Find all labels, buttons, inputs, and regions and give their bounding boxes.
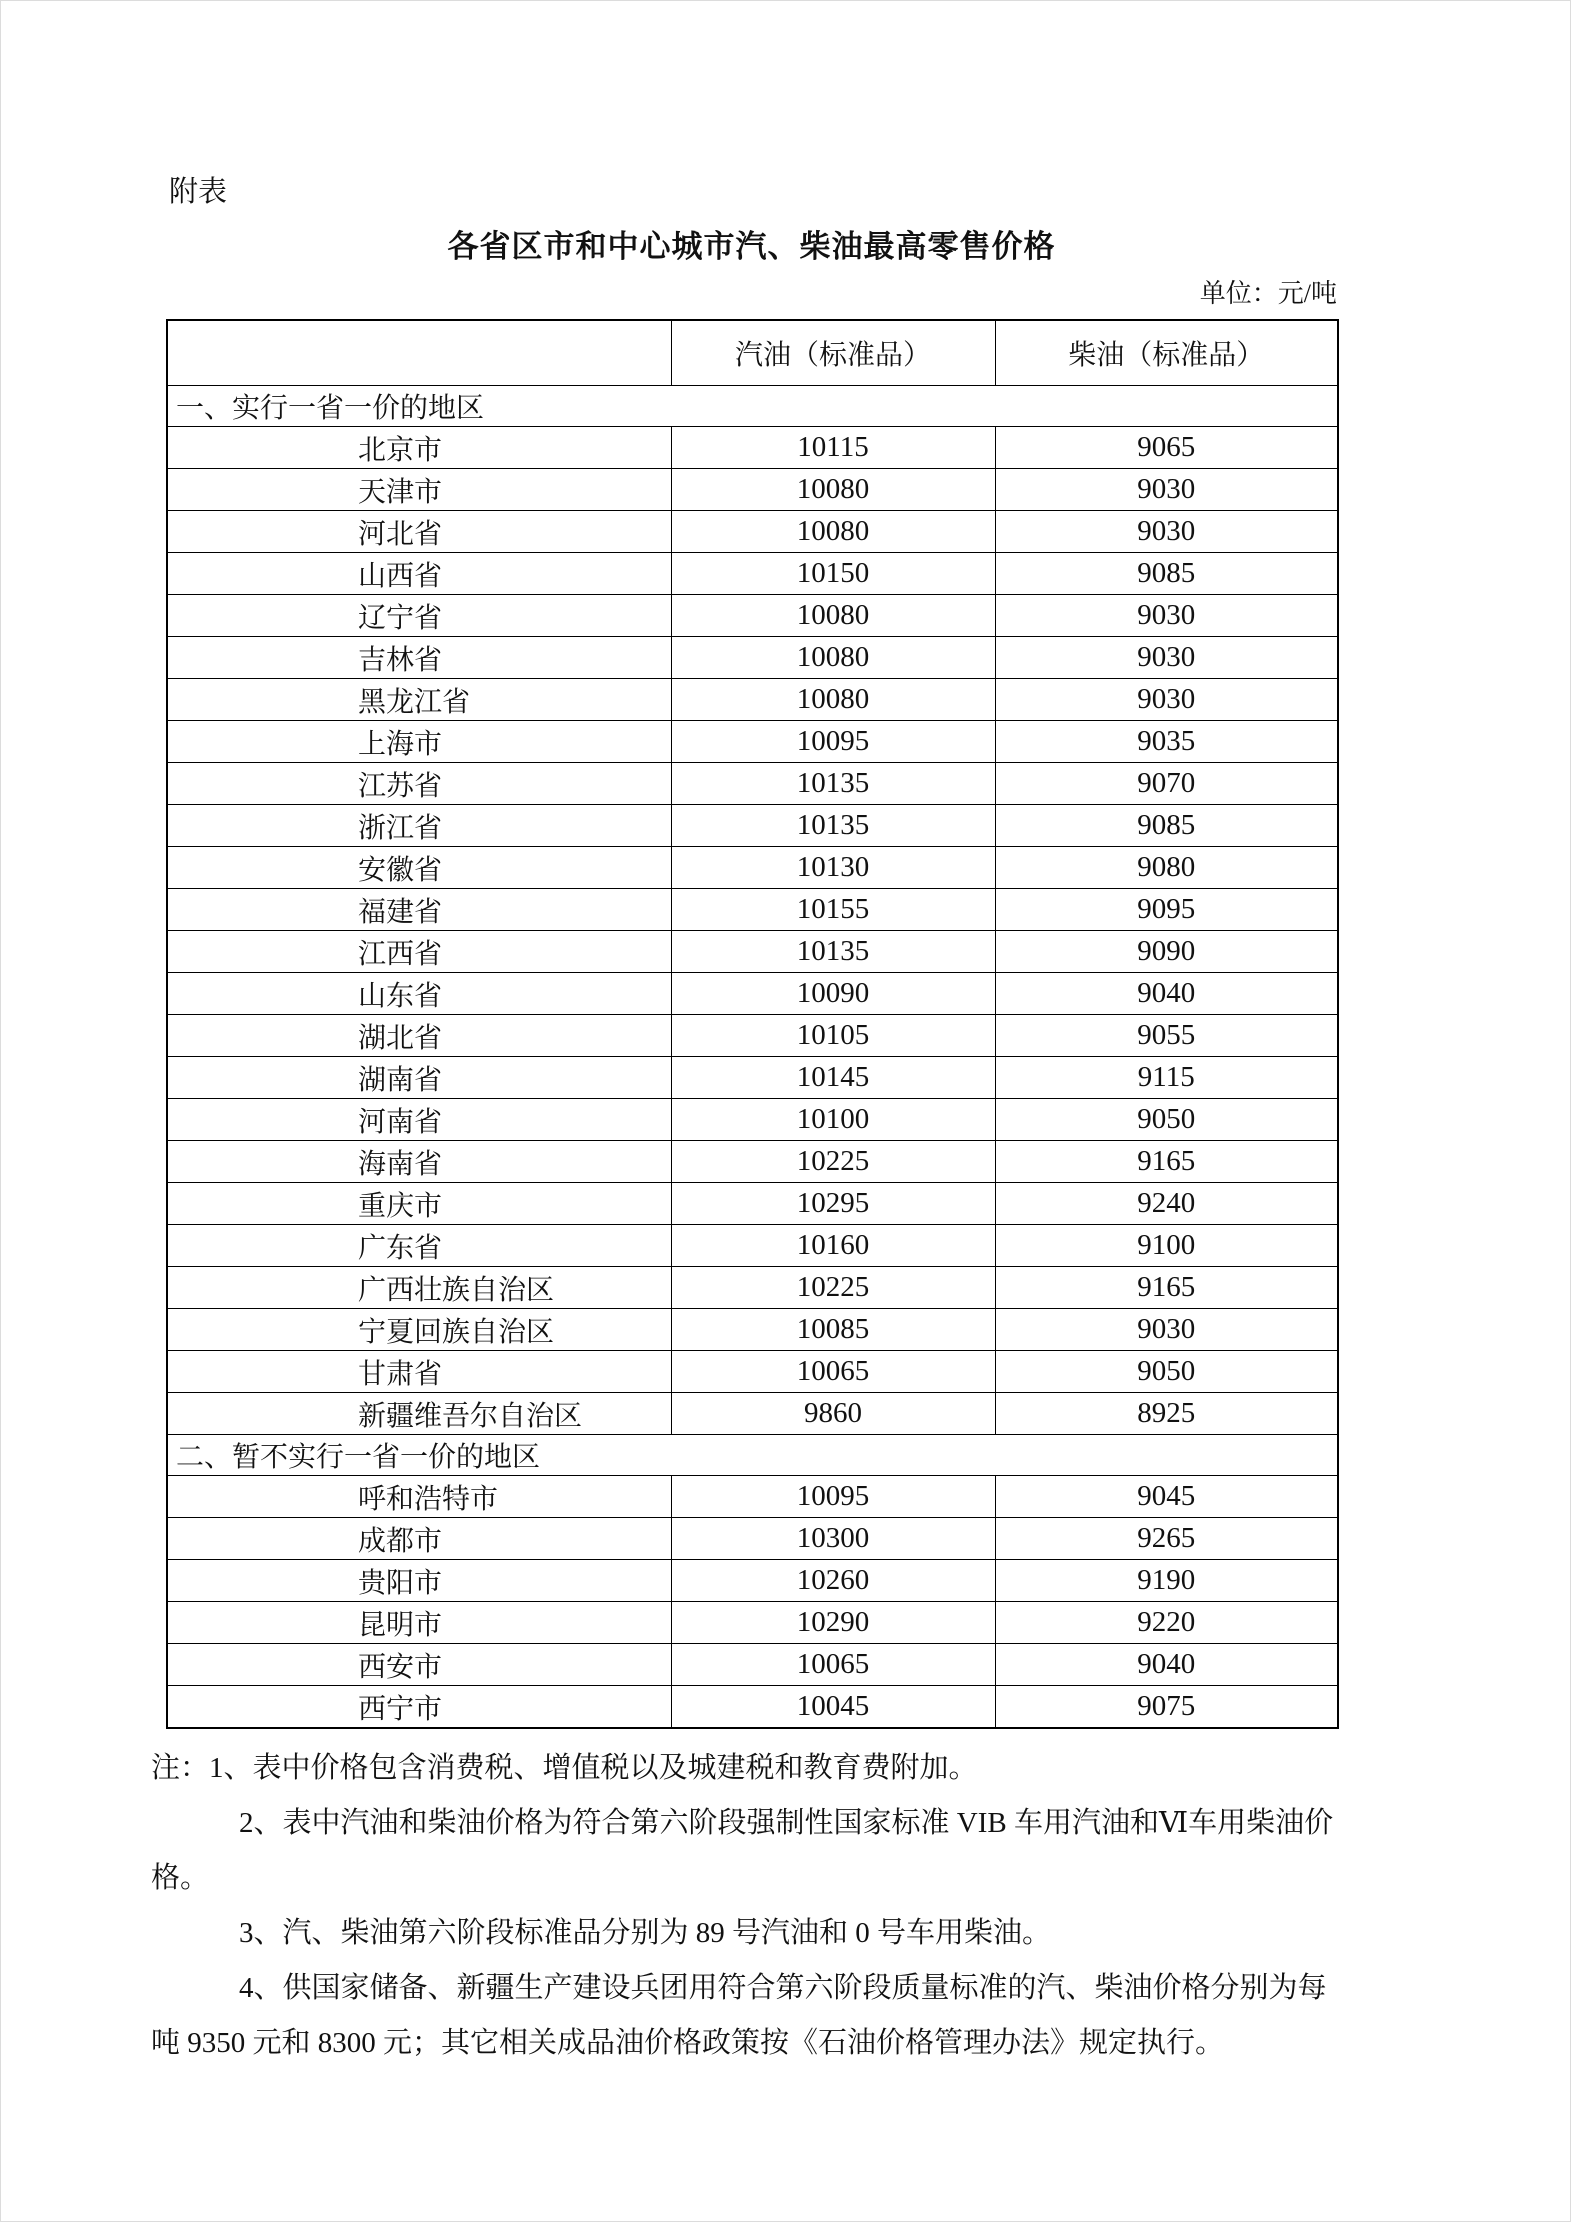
gasoline-price-cell: 10045: [671, 1686, 995, 1729]
region-cell: 江苏省: [167, 763, 671, 805]
table-row: [167, 1393, 1338, 1435]
unit-label: 单位：元/吨: [1199, 279, 1337, 308]
footnote-line: 注：1、表中价格包含消费税、增值税以及城建税和教育费附加。: [151, 1752, 978, 1784]
region-cell: 广东省: [167, 1225, 671, 1267]
table-row: [167, 1686, 1338, 1729]
gasoline-column-header: 汽油（标准品）: [671, 320, 995, 386]
footnote-line: 吨 9350 元和 8300 元；其它相关成品油价格政策按《石油价格管理办法》规定执行。: [151, 2027, 1225, 2059]
region-cell: 新疆维吾尔自治区: [167, 1393, 671, 1435]
gasoline-price-cell: 10065: [671, 1351, 995, 1393]
table-row: [167, 847, 1338, 889]
gasoline-price-cell: 10095: [671, 721, 995, 763]
region-cell: 黑龙江省: [167, 679, 671, 721]
table-row: [167, 889, 1338, 931]
footnote-line: 格。: [151, 1862, 210, 1894]
diesel-price-cell: 9040: [995, 973, 1338, 1015]
region-cell: 贵阳市: [167, 1560, 671, 1602]
diesel-price-cell: 9030: [995, 679, 1338, 721]
diesel-price-cell: 9065: [995, 427, 1338, 469]
diesel-price-cell: 9085: [995, 553, 1338, 595]
section-header-row: [167, 1435, 1338, 1476]
gasoline-price-cell: 10080: [671, 637, 995, 679]
table-row: [167, 1351, 1338, 1393]
gasoline-price-cell: 10105: [671, 1015, 995, 1057]
footnotes: [151, 1741, 1421, 2071]
table-row: [167, 511, 1338, 553]
footnote-line: 2、表中汽油和柴油价格为符合第六阶段强制性国家标准 VIB 车用汽油和Ⅵ车用柴油价: [239, 1807, 1334, 1839]
region-cell: 湖北省: [167, 1015, 671, 1057]
gasoline-price-cell: 10225: [671, 1267, 995, 1309]
region-cell: 西宁市: [167, 1686, 671, 1729]
table-row: [167, 1309, 1338, 1351]
table-row: [167, 1183, 1338, 1225]
table-row: [167, 1602, 1338, 1644]
region-cell: 西安市: [167, 1644, 671, 1686]
diesel-price-cell: 8925: [995, 1393, 1338, 1435]
table-row: [167, 637, 1338, 679]
footnote-line: 4、供国家储备、新疆生产建设兵团用符合第六阶段质量标准的汽、柴油价格分别为每: [239, 1972, 1327, 2004]
region-cell: 山西省: [167, 553, 671, 595]
table-row: [167, 469, 1338, 511]
region-cell: 江西省: [167, 931, 671, 973]
table-header-row: [167, 320, 1338, 386]
diesel-price-cell: 9050: [995, 1351, 1338, 1393]
region-cell: 成都市: [167, 1518, 671, 1560]
region-cell: 北京市: [167, 427, 671, 469]
diesel-price-cell: 9265: [995, 1518, 1338, 1560]
diesel-price-cell: 9030: [995, 511, 1338, 553]
gasoline-price-cell: 10150: [671, 553, 995, 595]
diesel-price-cell: 9045: [995, 1476, 1338, 1518]
gasoline-price-cell: 10135: [671, 763, 995, 805]
region-cell: 河南省: [167, 1099, 671, 1141]
diesel-price-cell: 9115: [995, 1057, 1338, 1099]
diesel-price-cell: 9075: [995, 1686, 1338, 1729]
gasoline-price-cell: 10130: [671, 847, 995, 889]
attachment-label: 附表: [169, 176, 228, 208]
gasoline-price-cell: 10090: [671, 973, 995, 1015]
region-cell: 辽宁省: [167, 595, 671, 637]
gasoline-price-cell: 10100: [671, 1099, 995, 1141]
table-row: [167, 931, 1338, 973]
table-row: [167, 427, 1338, 469]
table-row: [167, 805, 1338, 847]
table-row: [167, 1518, 1338, 1560]
footnote-line: 3、汽、柴油第六阶段标准品分别为 89 号汽油和 0 号车用柴油。: [239, 1917, 1052, 1949]
table-row: [167, 1560, 1338, 1602]
table-row: [167, 679, 1338, 721]
gasoline-price-cell: 10135: [671, 931, 995, 973]
region-cell: 天津市: [167, 469, 671, 511]
diesel-price-cell: 9165: [995, 1141, 1338, 1183]
table-row: [167, 1015, 1338, 1057]
table-row: [167, 553, 1338, 595]
gasoline-price-cell: 10115: [671, 427, 995, 469]
region-cell: 安徽省: [167, 847, 671, 889]
table-row: [167, 1267, 1338, 1309]
region-column-header: [167, 320, 671, 386]
diesel-price-cell: 9100: [995, 1225, 1338, 1267]
gasoline-price-cell: 10095: [671, 1476, 995, 1518]
table-row: [167, 1141, 1338, 1183]
table-row: [167, 1476, 1338, 1518]
gasoline-price-cell: 10260: [671, 1560, 995, 1602]
table-row: [167, 1099, 1338, 1141]
diesel-price-cell: 9030: [995, 595, 1338, 637]
gasoline-price-cell: 10160: [671, 1225, 995, 1267]
table-row: [167, 973, 1338, 1015]
region-cell: 广西壮族自治区: [167, 1267, 671, 1309]
diesel-price-cell: 9080: [995, 847, 1338, 889]
table-row: [167, 721, 1338, 763]
document-title: 各省区市和中心城市汽、柴油最高零售价格: [447, 229, 1056, 264]
gasoline-price-cell: 10290: [671, 1602, 995, 1644]
diesel-price-cell: 9030: [995, 637, 1338, 679]
region-cell: 重庆市: [167, 1183, 671, 1225]
region-cell: 海南省: [167, 1141, 671, 1183]
region-cell: 浙江省: [167, 805, 671, 847]
region-cell: 福建省: [167, 889, 671, 931]
gasoline-price-cell: 10080: [671, 511, 995, 553]
region-cell: 山东省: [167, 973, 671, 1015]
gasoline-price-cell: 9860: [671, 1393, 995, 1435]
diesel-price-cell: 9055: [995, 1015, 1338, 1057]
diesel-price-cell: 9030: [995, 469, 1338, 511]
region-cell: 上海市: [167, 721, 671, 763]
diesel-price-cell: 9030: [995, 1309, 1338, 1351]
region-cell: 湖南省: [167, 1057, 671, 1099]
gasoline-price-cell: 10085: [671, 1309, 995, 1351]
price-table-body: [167, 386, 1338, 1729]
region-cell: 呼和浩特市: [167, 1476, 671, 1518]
diesel-price-cell: 9040: [995, 1644, 1338, 1686]
gasoline-price-cell: 10155: [671, 889, 995, 931]
diesel-price-cell: 9035: [995, 721, 1338, 763]
region-cell: 昆明市: [167, 1602, 671, 1644]
price-table: [166, 319, 1339, 1729]
diesel-price-cell: 9240: [995, 1183, 1338, 1225]
diesel-price-cell: 9070: [995, 763, 1338, 805]
gasoline-price-cell: 10300: [671, 1518, 995, 1560]
gasoline-price-cell: 10080: [671, 469, 995, 511]
gasoline-price-cell: 10225: [671, 1141, 995, 1183]
table-row: [167, 1057, 1338, 1099]
diesel-price-cell: 9165: [995, 1267, 1338, 1309]
gasoline-price-cell: 10145: [671, 1057, 995, 1099]
table-row: [167, 1644, 1338, 1686]
gasoline-price-cell: 10135: [671, 805, 995, 847]
diesel-column-header: 柴油（标准品）: [995, 320, 1338, 386]
diesel-price-cell: 9090: [995, 931, 1338, 973]
region-cell: 吉林省: [167, 637, 671, 679]
gasoline-price-cell: 10065: [671, 1644, 995, 1686]
section-header-cell: 二、暂不实行一省一价的地区: [167, 1435, 1338, 1476]
region-cell: 甘肃省: [167, 1351, 671, 1393]
region-cell: 河北省: [167, 511, 671, 553]
table-row: [167, 1225, 1338, 1267]
diesel-price-cell: 9190: [995, 1560, 1338, 1602]
section-header-cell: 一、实行一省一价的地区: [167, 386, 1338, 427]
region-cell: 宁夏回族自治区: [167, 1309, 671, 1351]
section-header-row: [167, 386, 1338, 427]
gasoline-price-cell: 10295: [671, 1183, 995, 1225]
diesel-price-cell: 9095: [995, 889, 1338, 931]
diesel-price-cell: 9085: [995, 805, 1338, 847]
diesel-price-cell: 9050: [995, 1099, 1338, 1141]
gasoline-price-cell: 10080: [671, 679, 995, 721]
gasoline-price-cell: 10080: [671, 595, 995, 637]
table-row: [167, 763, 1338, 805]
table-row: [167, 595, 1338, 637]
diesel-price-cell: 9220: [995, 1602, 1338, 1644]
